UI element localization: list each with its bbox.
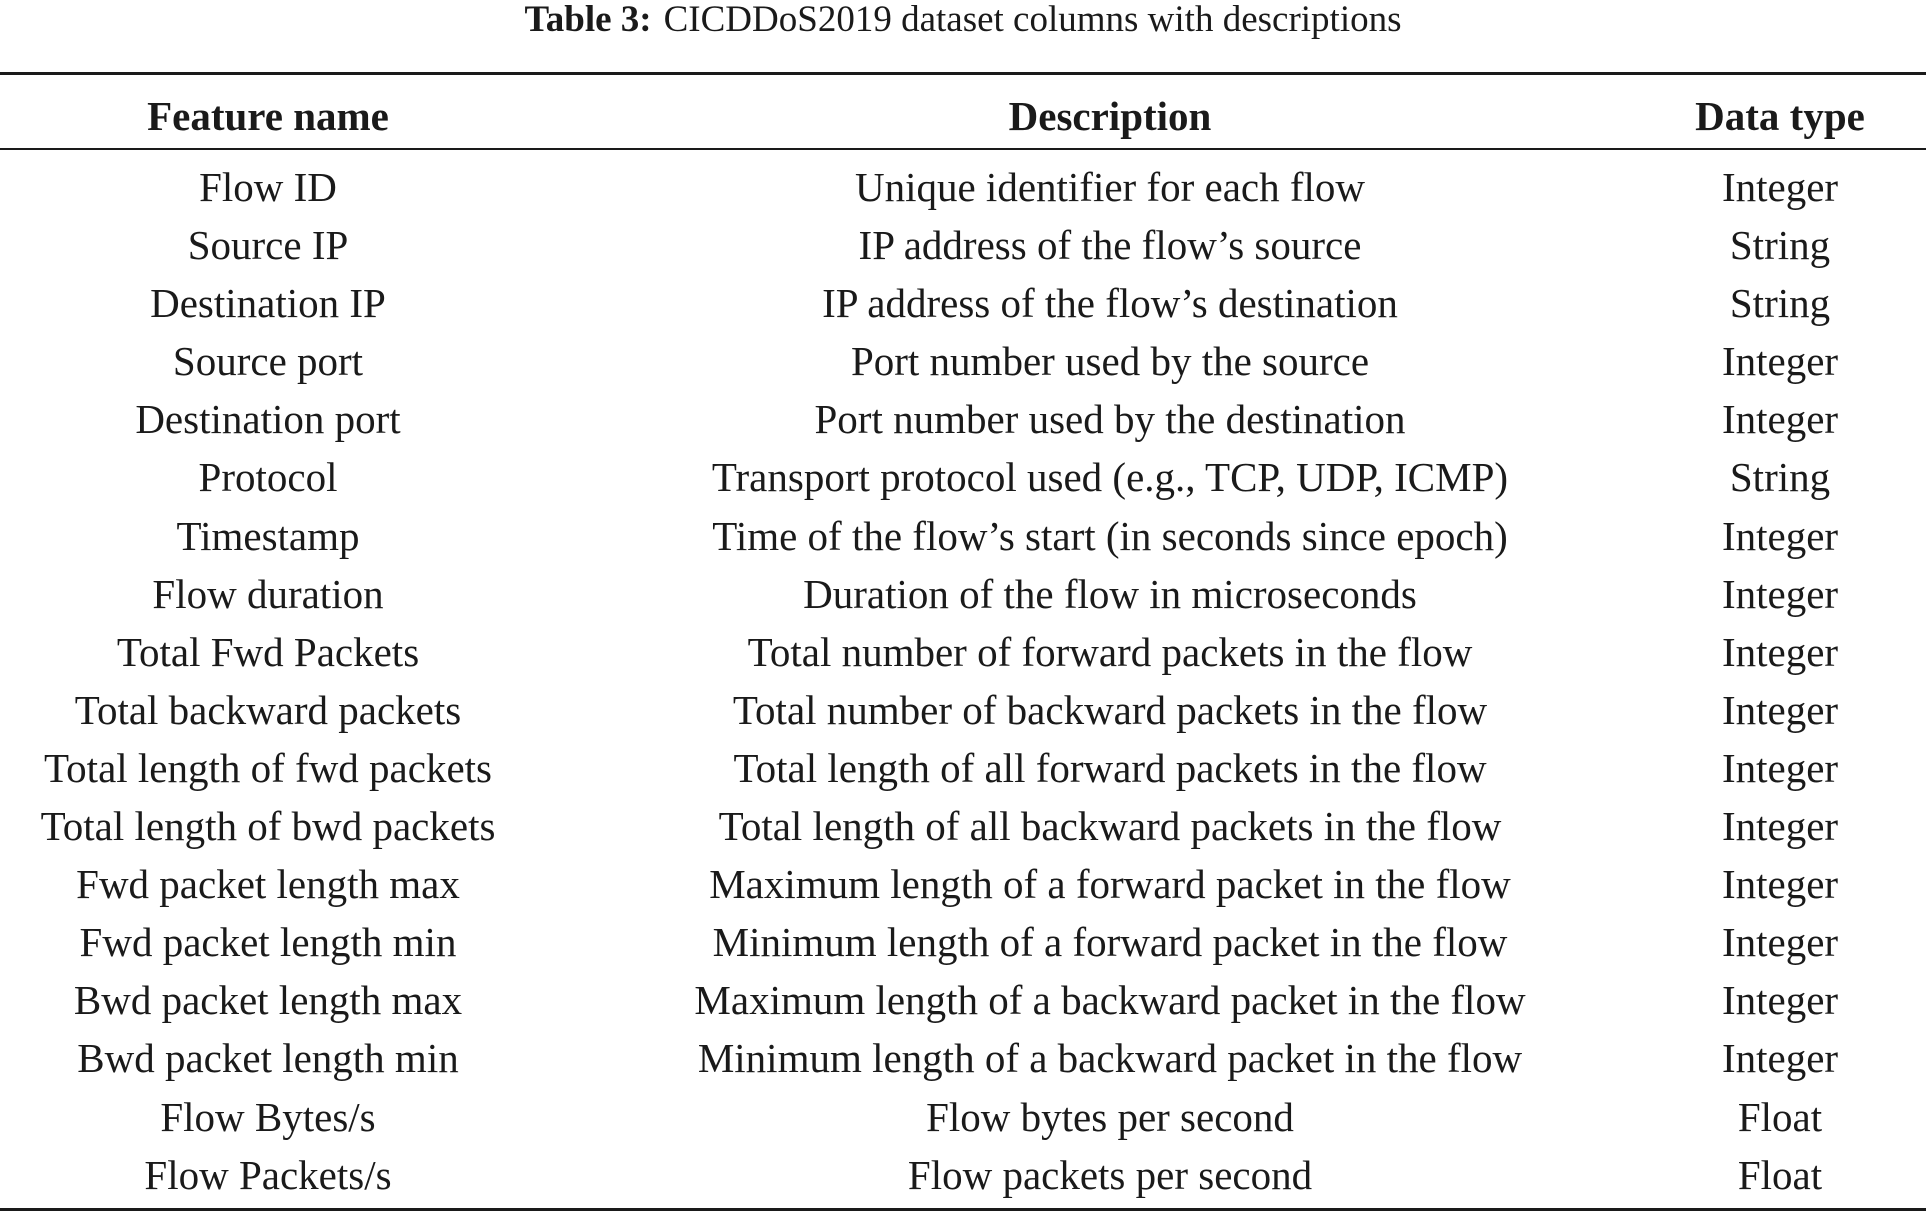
table-body [0, 158, 1926, 1204]
cell-feature-name: Total Fwd Packets [116, 628, 420, 675]
table-row [0, 1146, 1926, 1204]
cell-description: Minimum length of a backward packet in the flow [697, 1035, 1523, 1082]
cell-feature-name: Flow duration [152, 570, 384, 617]
header-feature-name: Feature name [147, 93, 389, 139]
cell-description: Minimum length of a forward packet in the flow [712, 919, 1508, 966]
cell-data-type: Integer [1721, 570, 1839, 617]
cell-feature-name: Source IP [187, 222, 349, 269]
header-data-type: Data type [1695, 93, 1865, 139]
caption-text: CICDDoS2019 dataset columns with descriptions [663, 0, 1402, 40]
cell-data-type: Integer [1721, 919, 1839, 966]
table-row [0, 274, 1926, 332]
cell-description: Port number used by the source [850, 338, 1370, 385]
table-row [0, 507, 1926, 565]
cell-data-type: String [1729, 280, 1831, 327]
table-row [0, 681, 1926, 739]
cell-description: Total number of backward packets in the flow [732, 686, 1488, 733]
table-row [0, 971, 1926, 1029]
table-row [0, 158, 1926, 216]
table-row [0, 739, 1926, 797]
cell-description: Duration of the flow in microseconds [803, 570, 1417, 617]
header-description: Description [1008, 93, 1212, 139]
cell-description: Port number used by the destination [814, 396, 1406, 443]
cell-feature-name: Destination port [135, 396, 401, 443]
cell-data-type: Integer [1721, 164, 1839, 210]
cell-data-type: Integer [1721, 396, 1839, 443]
cell-feature-name: Source port [172, 338, 364, 385]
cell-data-type: Integer [1721, 628, 1839, 675]
cell-description: Transport protocol used (e.g., TCP, UDP, ICMP) [711, 454, 1509, 501]
cell-feature-name: Fwd packet length max [76, 861, 460, 908]
cell-feature-name: Bwd packet length max [73, 977, 463, 1024]
cell-description: IP address of the flow’s destination [822, 280, 1398, 327]
cell-description: Unique identifier for each flow [854, 164, 1366, 210]
bottom-rule [0, 1208, 1926, 1211]
table-row [0, 565, 1926, 623]
cell-data-type: Integer [1721, 977, 1839, 1024]
cell-data-type: Float [1737, 1093, 1823, 1140]
cell-feature-name: Total length of fwd packets [44, 744, 492, 791]
table-row [0, 1088, 1926, 1146]
table-row [0, 216, 1926, 274]
table-row [0, 797, 1926, 855]
cell-feature-name: Flow Bytes/s [160, 1093, 376, 1140]
cell-description: Flow bytes per second [926, 1093, 1294, 1140]
cell-feature-name: Bwd packet length min [77, 1035, 459, 1082]
table-caption [0, 0, 1926, 44]
cell-data-type: Integer [1721, 686, 1839, 733]
cell-description: Total number of forward packets in the flow [747, 628, 1473, 675]
table-header-row [0, 88, 1926, 144]
cell-data-type: Integer [1721, 744, 1839, 791]
table-row [0, 332, 1926, 390]
cell-feature-name: Timestamp [176, 512, 360, 559]
cell-data-type: Integer [1721, 1035, 1839, 1082]
cell-data-type: Integer [1721, 861, 1839, 908]
cell-data-type: String [1729, 222, 1831, 269]
table-row [0, 913, 1926, 971]
cell-description: Total length of all forward packets in the flow [733, 744, 1487, 791]
cell-description: Total length of all backward packets in the flow [718, 803, 1502, 850]
cell-description: Time of the flow’s start (in seconds since epoch) [712, 512, 1508, 559]
cell-description: Maximum length of a forward packet in the flow [709, 861, 1511, 908]
table-row [0, 855, 1926, 913]
cell-feature-name: Total backward packets [74, 686, 462, 733]
cell-data-type: String [1729, 454, 1831, 501]
cell-data-type: Integer [1721, 803, 1839, 850]
cell-description: Maximum length of a backward packet in the flow [694, 977, 1526, 1024]
cell-feature-name: Total length of bwd packets [40, 803, 496, 850]
cell-data-type: Float [1737, 1151, 1823, 1198]
header-rule [0, 148, 1926, 150]
cell-feature-name: Fwd packet length min [79, 919, 457, 966]
cell-description: Flow packets per second [907, 1151, 1313, 1198]
table-row [0, 1029, 1926, 1087]
cell-feature-name: Destination IP [150, 280, 386, 327]
top-rule [0, 72, 1926, 75]
table-row [0, 448, 1926, 506]
cell-data-type: Integer [1721, 512, 1839, 559]
table-row [0, 390, 1926, 448]
cell-feature-name: Flow ID [199, 164, 337, 210]
table-row [0, 623, 1926, 681]
cell-feature-name: Protocol [198, 454, 338, 501]
cell-description: IP address of the flow’s source [858, 222, 1362, 269]
cell-data-type: Integer [1721, 338, 1839, 385]
caption-label: Table 3: [524, 0, 652, 40]
cell-feature-name: Flow Packets/s [144, 1151, 392, 1198]
